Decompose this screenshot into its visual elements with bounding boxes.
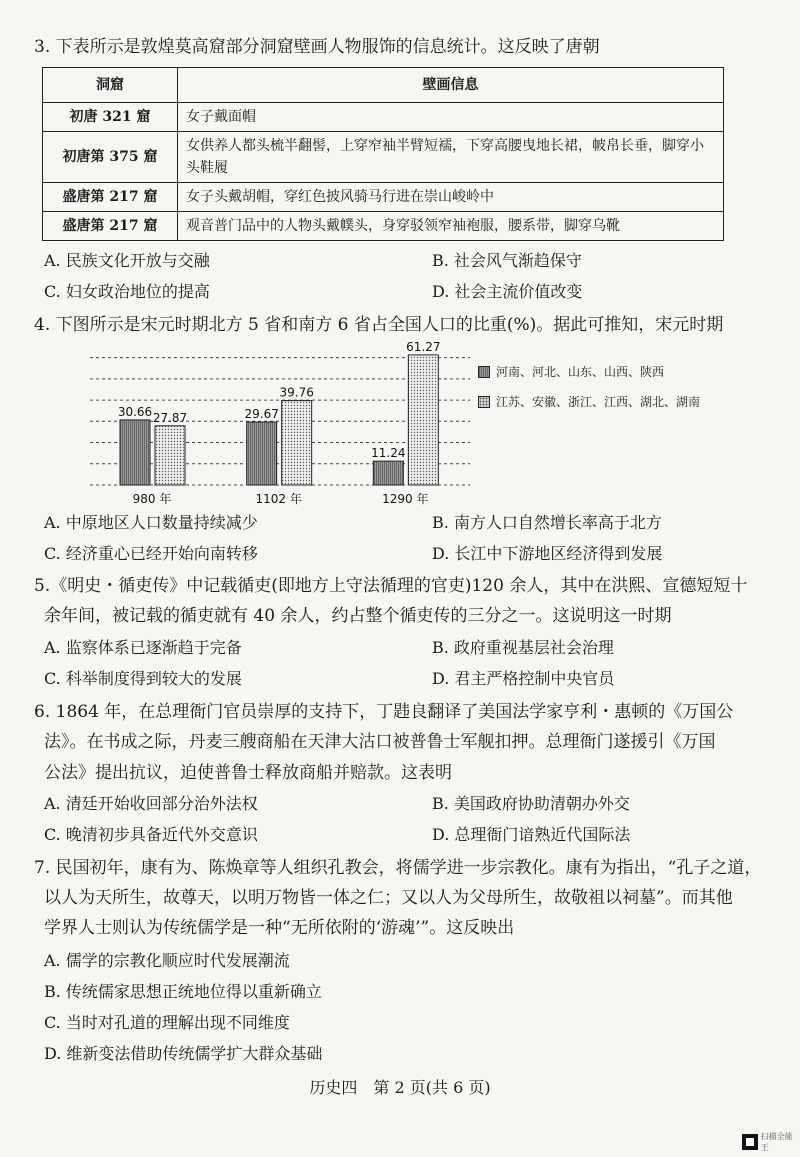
q3-stem: 3. 下表所示是敦煌莫高窟部分洞窟壁画人物服饰的信息统计。这反映了唐朝 <box>34 37 600 57</box>
q6-option-b[interactable]: B. 美国政府协助清朝办外交 <box>432 794 630 813</box>
q7-line-3: 学界人士则认为传统儒学是一种“无所依附的‘游魂’”。这反映出 <box>44 918 515 938</box>
q7-option-d[interactable]: D. 维新变法借助传统儒学扩大群众基础 <box>44 1044 323 1063</box>
q3-table <box>42 67 724 241</box>
data-label: 11.24 <box>371 446 406 461</box>
q5-option-b[interactable]: B. 政府重视基层社会治理 <box>432 638 614 657</box>
data-label: 29.67 <box>244 407 279 422</box>
legend-label-south: 江苏、安徽、浙江、江西、湖北、湖南 <box>496 395 701 409</box>
q4-option-c[interactable]: C. 经济重心已经开始向南转移 <box>44 544 258 563</box>
table-cell: 盛唐第 217 窟 <box>43 212 178 241</box>
x-tick-label: 980 年 <box>132 492 172 505</box>
q6-line-2: 法》。在书成之际，丹麦三艘商船在天津大沽口被普鲁士军舰扣押。总理衙门遂援引《万国 <box>44 732 716 752</box>
q7-line-1: 7. 民国初年，康有为、陈焕章等人组织孔教会，将儒学进一步宗教化。康有为指出，“孔子之道， <box>34 858 762 878</box>
table-cell: 女子头戴胡帽，穿红色披风骑马行进在崇山峻岭中 <box>178 183 724 212</box>
q3-option-c[interactable]: C. 妇女政治地位的提高 <box>44 282 210 301</box>
q5-line-1: 5.《明史・循吏传》中记载循吏(即地方上守法循理的官吏)120 余人，其中在洪熙、宣德短短十 <box>34 576 748 596</box>
q6-line-1: 6. 1864 年，在总理衙门官员崇厚的支持下，丁韪良翻译了美国法学家亨利・惠顿的《万国公 <box>34 702 734 722</box>
table-cell: 初唐第 375 窟 <box>43 132 178 183</box>
data-label: 61.27 <box>406 339 441 354</box>
q5-option-a[interactable]: A. 监察体系已逐渐趋于完备 <box>44 638 242 657</box>
q7-option-c[interactable]: C. 当时对孔道的理解出现不同维度 <box>44 1013 290 1032</box>
bar-north <box>373 461 403 485</box>
bar-north <box>247 422 277 485</box>
legend-swatch-north <box>478 366 490 378</box>
q7-line-2: 以人为天所生，故尊天，以明万物皆一体之仁；又以人为父母所生，故敬祖以祠墓”。而其他 <box>44 888 733 908</box>
table-cell: 女子戴面帽 <box>178 103 724 132</box>
legend-swatch-south <box>478 396 490 408</box>
scanner-watermark <box>742 1131 800 1153</box>
data-label: 39.76 <box>279 385 314 400</box>
population-chart <box>80 335 480 505</box>
q6-option-c[interactable]: C. 晚清初步具备近代外交意识 <box>44 825 258 844</box>
bar-north <box>120 420 150 485</box>
q5-option-d[interactable]: D. 君主严格控制中央官员 <box>432 669 615 688</box>
q7-option-a[interactable]: A. 儒学的宗教化顺应时代发展潮流 <box>44 951 290 970</box>
table-header-cave: 洞窟 <box>43 68 178 103</box>
q3-option-d[interactable]: D. 社会主流价值改变 <box>432 282 583 301</box>
table-row <box>43 212 724 241</box>
legend-north <box>478 363 664 380</box>
q6-line-3: 公法》提出抗议，迫使普鲁士释放商船并赔款。这表明 <box>44 763 452 783</box>
table-row <box>43 183 724 212</box>
q5-line-2: 余年间，被记载的循吏就有 40 余人，约占整个循吏传的三分之一。这说明这一时期 <box>44 606 672 626</box>
x-tick-label: 1290 年 <box>382 492 429 505</box>
q6-option-a[interactable]: A. 清廷开始收回部分治外法权 <box>44 794 258 813</box>
bar-south <box>408 355 438 485</box>
legend-label-north: 河南、河北、山东、山西、陕西 <box>496 365 665 379</box>
table-header-row <box>43 68 724 103</box>
q4-option-a[interactable]: A. 中原地区人口数量持续减少 <box>44 513 258 532</box>
bar-south <box>155 426 185 485</box>
table-cell <box>178 132 724 183</box>
q5-option-c[interactable]: C. 科举制度得到较大的发展 <box>44 669 242 688</box>
q6-option-d[interactable]: D. 总理衙门谙熟近代国际法 <box>432 825 631 844</box>
table-row <box>43 132 724 183</box>
table-cell: 初唐 321 窟 <box>43 103 178 132</box>
q4-option-b[interactable]: B. 南方人口自然增长率高于北方 <box>432 513 662 532</box>
cell-line: 女供养人都头梳半翻髻，上穿窄袖半臂短襦，下穿高腰曳地长裙，帔帛长垂，脚穿小 <box>186 138 704 154</box>
qr-code-icon <box>742 1134 758 1150</box>
table-row <box>43 103 724 132</box>
x-tick-label: 1102 年 <box>255 492 302 505</box>
table-cell: 观音普门品中的人物头戴幞头，身穿驳领窄袖袍服，腰系带，脚穿乌靴 <box>178 212 724 241</box>
q4-option-d[interactable]: D. 长江中下游地区经济得到发展 <box>432 544 663 563</box>
data-label: 30.66 <box>117 404 153 419</box>
table-cell: 盛唐第 217 窟 <box>43 183 178 212</box>
bar-south <box>282 401 312 485</box>
cell-line: 头鞋履 <box>186 160 228 176</box>
data-label: 27.87 <box>152 410 188 425</box>
q3-option-b[interactable]: B. 社会风气渐趋保守 <box>432 251 582 270</box>
watermark-text: 扫描全能王 <box>760 1132 793 1152</box>
q3-option-a[interactable]: A. 民族文化开放与交融 <box>44 251 210 270</box>
q7-option-b[interactable]: B. 传统儒家思想正统地位得以重新确立 <box>44 982 322 1001</box>
legend-south <box>478 393 700 410</box>
table-header-info: 壁画信息 <box>178 68 724 103</box>
page-footer: 历史四 第 2 页(共 6 页) <box>309 1078 491 1097</box>
q4-stem: 4. 下图所示是宋元时期北方 5 省和南方 6 省占全国人口的比重(%)。据此可推知，宋元时期 <box>34 315 724 335</box>
